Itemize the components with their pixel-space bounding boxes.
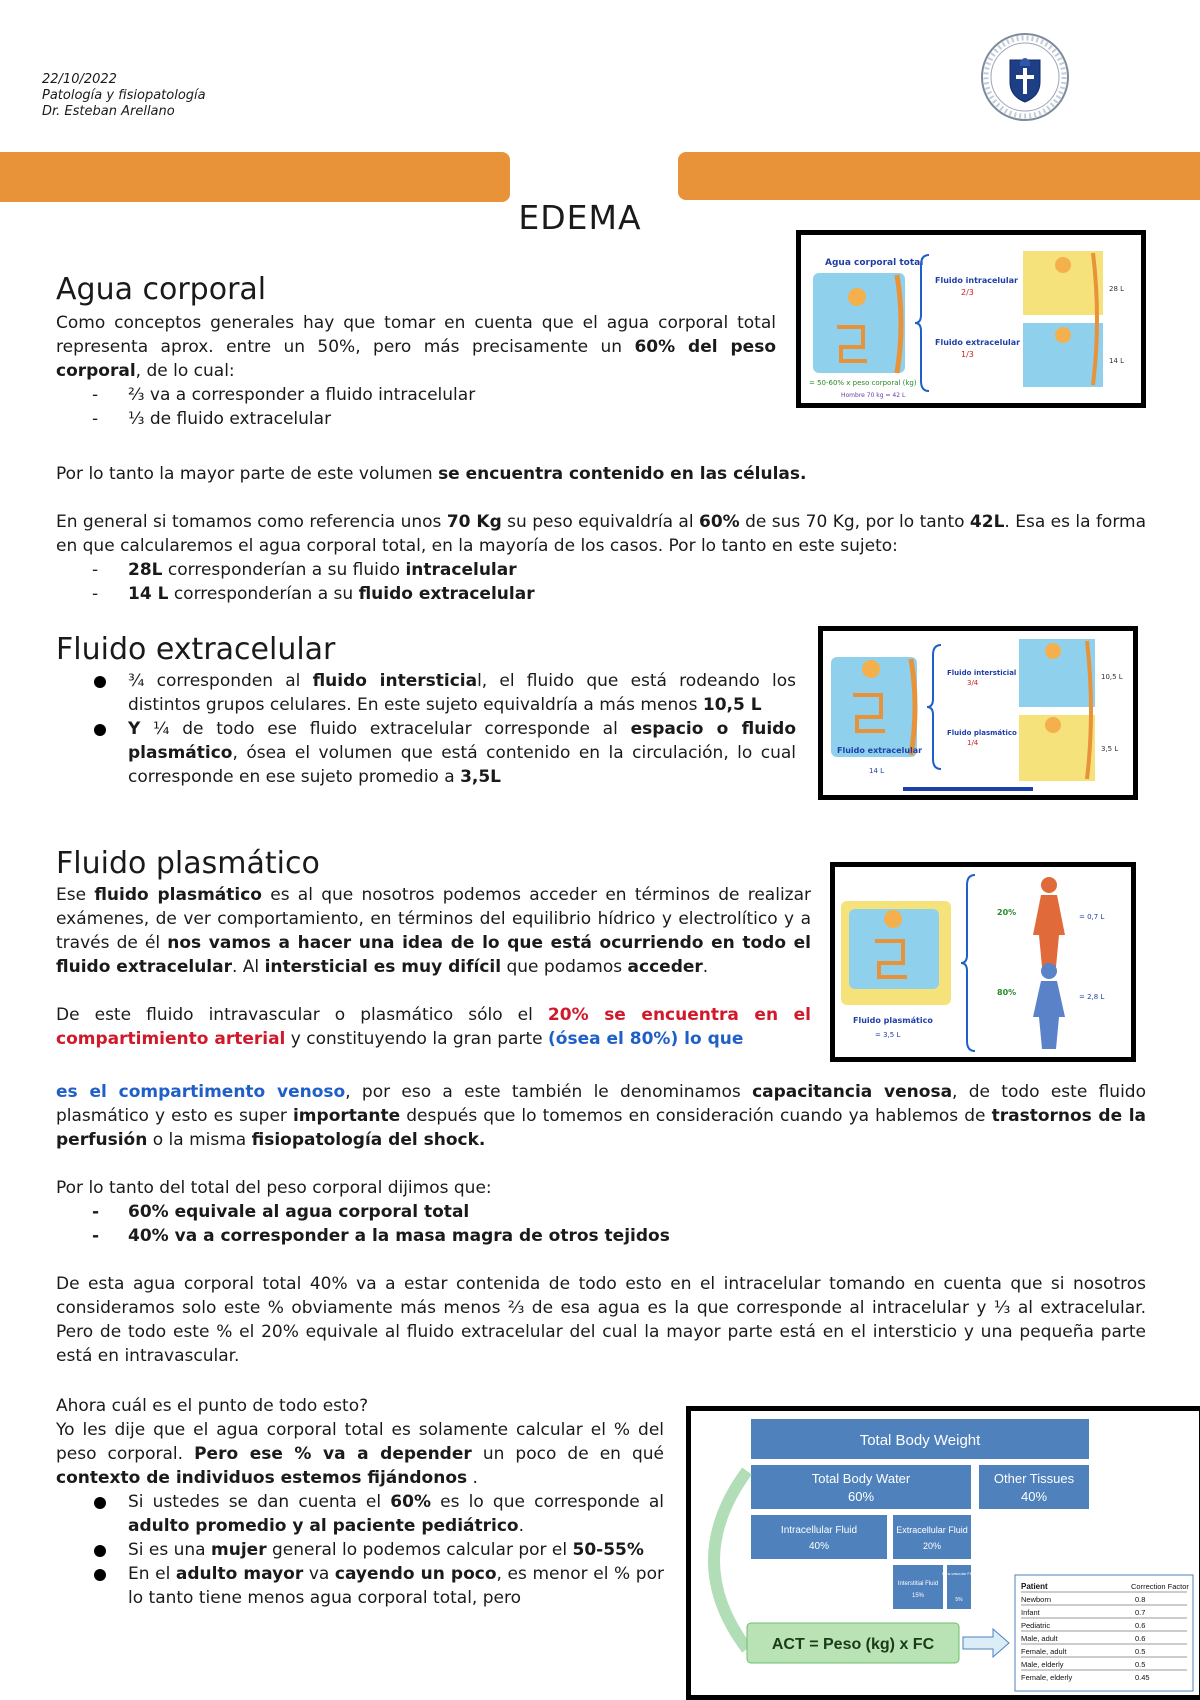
text-span: l, el fluido que está rodeando los distintos grupos celulares. En este sujeto equivaldría a más menos: [128, 671, 796, 715]
text-span: . Al: [232, 957, 265, 977]
figure-label: Fluido extracelular: [837, 746, 923, 755]
figure-value: 2/3: [961, 288, 974, 297]
text-span: va: [303, 1564, 335, 1584]
header-author: Dr. Esteban Arellano: [42, 104, 175, 119]
bold-text: cayendo un poco: [334, 1564, 497, 1584]
figure-box-label: Intra-vascular Fluid: [941, 1571, 977, 1576]
bold-text: contexto de individuos estemos fijándonos: [56, 1468, 468, 1488]
list-item: [56, 582, 1146, 606]
text-span: , es menor el % por lo tanto tiene menos agua corporal total, pero: [128, 1564, 664, 1608]
section-fluido-extracelular: [56, 632, 796, 789]
figure-value: 14 L: [1109, 357, 1125, 365]
text-span: corresponderían a su fluido: [162, 560, 406, 580]
paragraph: [56, 311, 776, 383]
text-span: Yo les dije que el agua corporal total es solamente calcular el % del peso corporal.: [56, 1420, 664, 1464]
text-span: su peso equivaldría al: [501, 512, 699, 532]
figure-label: Fluido extracelular: [935, 338, 1021, 347]
bold-text: fluido plasmático: [94, 885, 262, 905]
bold-text: intracelular: [405, 560, 517, 580]
section-fluido-plasmatico: [56, 846, 811, 1051]
header-bar-left: [0, 152, 510, 202]
bold-text: 50-55%: [572, 1540, 644, 1560]
figure-body-water: [796, 230, 1146, 408]
figure-plasma-distribution: [830, 862, 1136, 1062]
text-span: o la misma: [147, 1130, 252, 1150]
bold-text: 14 L: [128, 584, 169, 604]
list-item: [56, 1538, 664, 1562]
figure-value: 14 L: [869, 767, 885, 775]
text-span: Si es una: [128, 1540, 212, 1560]
figure-formula: = 50-60% x peso corporal (kg): [809, 379, 917, 387]
bold-text: Pero ese % va a depender: [194, 1444, 472, 1464]
section-agua-corporal-continued: [56, 462, 1146, 606]
table-cell: Male, adult: [1021, 1634, 1058, 1643]
figure-value: 3/4: [967, 679, 979, 687]
text-span: Como conceptos generales hay que tomar en cuenta que el agua corporal total representa aprox. entre un 50%, pero más precisamente un: [56, 313, 776, 357]
bold-text: intersticial es muy difícil: [264, 957, 502, 977]
table-header-cell: Patient: [1021, 1582, 1048, 1591]
bold-text: fisiopatología del shock.: [251, 1130, 486, 1150]
section-contexto: [56, 1394, 664, 1610]
list: [56, 558, 1146, 606]
text-span: ¼ de todo ese fluido extracelular corresponde al: [140, 719, 631, 739]
paragraph: [56, 883, 811, 979]
paragraph: De esta agua corporal total 40% va a estar contenida de todo esto en el intracelular tomando en cuenta que si nosotros consideramos solo este % obviamente más menos ⅔ de esa agua es la que corresponde al intracelular y ⅓ al extracelular. Pero de todo este % el 20% equivale al fluido extracelular del cual la mayor parte está en el intersticio y una pequeña parte está en intravascular.: [56, 1274, 1146, 1366]
list: [56, 383, 776, 431]
bold-text: 3,5L: [460, 767, 502, 787]
bold-text: 60%: [698, 512, 740, 532]
figure-box-label: Extracellular Fluid: [896, 1525, 968, 1535]
list-item: [56, 1490, 664, 1538]
list-item: [56, 558, 1146, 582]
bold-text: 40% va a corresponder a la masa magra de otros tejidos: [128, 1226, 670, 1246]
figure-box-value: 40%: [808, 1541, 830, 1552]
figure-box-label: Other Tissues: [993, 1471, 1075, 1486]
figure-box-value: 40%: [1020, 1489, 1048, 1504]
table-cell: 0.6: [1135, 1621, 1146, 1630]
text-span: general lo podemos calcular por el: [266, 1540, 573, 1560]
table-cell: 0.7: [1135, 1608, 1146, 1617]
bold-text: 28L: [128, 560, 163, 580]
list: [56, 669, 796, 789]
bold-text: capacitancia venosa: [752, 1082, 953, 1102]
figure-value: = 2,8 L: [1079, 993, 1105, 1001]
text-span: después que lo tomemos en consideración cuando ya hablemos de: [400, 1106, 992, 1126]
table-header-cell: Correction Factor: [1131, 1582, 1189, 1591]
figure-value: = 3,5 L: [875, 1031, 901, 1039]
bold-text: adulto promedio y al paciente pediátrico: [128, 1516, 519, 1536]
university-seal-logo: [980, 32, 1070, 122]
paragraph: [56, 1003, 811, 1051]
figure-extracellular-fluid: [818, 626, 1138, 800]
figure-label: Fluido plasmático: [947, 729, 1017, 737]
figure-value: = 0,7 L: [1079, 913, 1105, 921]
bold-text: nos vamos a hacer una idea de lo que está ocurriendo en todo el fluido extracelular: [56, 933, 812, 977]
paragraph: [56, 1080, 1146, 1152]
figure-box-value: 15%: [911, 1593, 925, 1599]
header-course: Patología y fisiopatología: [42, 88, 206, 103]
section-heading: Fluido plasmático: [56, 846, 320, 881]
bold-text: 60% del peso corporal: [56, 337, 776, 381]
table-cell: 0.6: [1135, 1634, 1146, 1643]
bold-text: se encuentra contenido en las células.: [438, 464, 807, 484]
figure-value: 1/3: [961, 350, 974, 359]
text-span: , de todo este fluido plasmático y esto es super: [56, 1082, 1146, 1126]
section-heading: Agua corporal: [56, 272, 267, 307]
list-item: [56, 717, 796, 789]
bold-text: Y: [128, 719, 141, 739]
figure-box-value: 20%: [922, 1541, 942, 1551]
figure-formula: ACT = Peso (kg) x FC: [771, 1636, 935, 1653]
text-span: un poco de en qué: [471, 1444, 665, 1464]
text-span: , ósea el volumen que está contenido en la circulación, lo cual corresponde en ese sujeto promedio a: [128, 743, 796, 787]
highlight-red: 20% se encuentra en el compartimiento arterial: [56, 1005, 811, 1049]
document-header: [42, 72, 206, 120]
figure-value: 10,5 L: [1101, 673, 1123, 681]
text-span: Por lo tanto la mayor parte de este volumen: [56, 464, 439, 484]
highlight-blue: (ósea el 80%) lo que: [548, 1029, 744, 1049]
list-item: [56, 1562, 664, 1610]
bold-text: fluido intersticia: [312, 671, 478, 691]
figure-body-weight-breakdown: [686, 1406, 1200, 1700]
paragraph: [56, 462, 1146, 486]
figure-box-label: Interstitial Fluid: [897, 1581, 939, 1587]
text-span: de sus 70 Kg, por lo tanto: [739, 512, 970, 532]
text-span: . Esa es la forma en que calcularemos el agua corporal total, en la mayoría de los casos. Por lo tanto en este sujeto:: [56, 512, 1146, 556]
bold-text: adulto mayor: [175, 1564, 304, 1584]
text-span: Si ustedes se dan cuenta el: [128, 1492, 391, 1512]
table-cell: 0.5: [1135, 1647, 1146, 1656]
text-span: Ese: [56, 885, 95, 905]
table-cell: 0.5: [1135, 1660, 1146, 1669]
figure-box-label: Total Body Weight: [859, 1432, 981, 1449]
figure-value: 1/4: [967, 739, 979, 747]
bold-text: mujer: [211, 1540, 267, 1560]
header-date: 22/10/2022: [42, 72, 117, 87]
text-span: , por eso a este también le denominamos: [345, 1082, 753, 1102]
list-item: [56, 1224, 1146, 1248]
list-item: [56, 669, 796, 717]
section-fluido-plasmatico-continued: [56, 1080, 1146, 1368]
text-span: De este fluido intravascular o plasmático sólo el: [56, 1005, 548, 1025]
figure-example: Hombre 70 kg = 42 L: [841, 392, 906, 399]
bold-text: 60%: [390, 1492, 431, 1512]
bold-text: 42L: [969, 512, 1005, 532]
page-title: EDEMA: [518, 198, 642, 237]
section-agua-corporal: [56, 272, 776, 431]
figure-box-label: Total Body Water: [811, 1471, 911, 1486]
bold-text: trastornos de la perfusión: [56, 1106, 1147, 1150]
table-cell: 0.45: [1135, 1673, 1150, 1682]
figure-box-value: 60%: [847, 1489, 875, 1504]
figure-label: Fluido plasmático: [853, 1016, 933, 1025]
bold-text: 60% equivale al agua corporal total: [128, 1202, 470, 1222]
table-cell: Female, elderly: [1021, 1673, 1073, 1682]
table-cell: 0.8: [1135, 1595, 1146, 1604]
table-cell: Infant: [1021, 1608, 1040, 1617]
figure-label: Fluido intersticial: [947, 669, 1017, 677]
highlight-blue: es el compartimento venoso: [56, 1082, 346, 1102]
text-span: corresponderían a su: [168, 584, 359, 604]
list: [56, 1200, 1146, 1248]
figure-box-label: Intracellular Fluid: [780, 1525, 858, 1536]
bold-text: fluido extracelular: [358, 584, 535, 604]
figure-value: 3,5 L: [1101, 745, 1119, 753]
bold-text: importante: [292, 1106, 401, 1126]
list: [56, 1490, 664, 1610]
bold-text: acceder: [627, 957, 703, 977]
paragraph: [56, 1418, 664, 1490]
text-span: .: [702, 957, 709, 977]
figure-box-value: 5%: [955, 1597, 963, 1603]
bold-text: 10,5 L: [702, 695, 762, 715]
figure-label: Agua corporal total: [825, 258, 924, 268]
text-span: En el: [128, 1564, 176, 1584]
text-span: , de lo cual:: [135, 361, 235, 381]
text-span: es lo que corresponde al: [430, 1492, 664, 1512]
paragraph: [56, 510, 1146, 558]
text-span: es al que nosotros podemos acceder en términos de realizar exámenes, de ver comportamiento, en términos del equilibrio hídrico y electrolítico y a través de él: [56, 885, 811, 953]
header-bar-right: [678, 152, 1200, 200]
table-cell: Newborn: [1021, 1595, 1052, 1604]
figure-value: 20%: [997, 908, 1017, 917]
bold-text: espacio o fluido plasmático: [128, 719, 796, 763]
text-span: ¾ corresponden al: [128, 671, 313, 691]
text-span: .: [467, 1468, 478, 1488]
table-cell: Female, adult: [1021, 1647, 1067, 1656]
figure-value: 28 L: [1109, 285, 1125, 293]
figure-label: Fluido intracelular: [935, 276, 1018, 285]
section-heading: Fluido extracelular: [56, 632, 336, 667]
text-span: En general si tomamos como referencia unos: [56, 512, 447, 532]
list-item: - ⅔ va a corresponder a fluido intracelular: [56, 383, 776, 407]
list-item: - ⅓ de fluido extracelular: [56, 407, 776, 431]
text-span: que podamos: [501, 957, 628, 977]
table-cell: Pediatric: [1021, 1621, 1051, 1630]
bold-text: 70 Kg: [446, 512, 502, 532]
paragraph: Ahora cuál es el punto de todo esto?: [56, 1396, 369, 1416]
text-span: y constituyendo la gran parte: [285, 1029, 548, 1049]
figure-value: 80%: [997, 988, 1017, 997]
table-cell: Male, elderly: [1021, 1660, 1064, 1669]
text-span: .: [518, 1516, 524, 1536]
paragraph: Por lo tanto del total del peso corporal dijimos que:: [56, 1178, 492, 1198]
list-item: [56, 1200, 1146, 1224]
